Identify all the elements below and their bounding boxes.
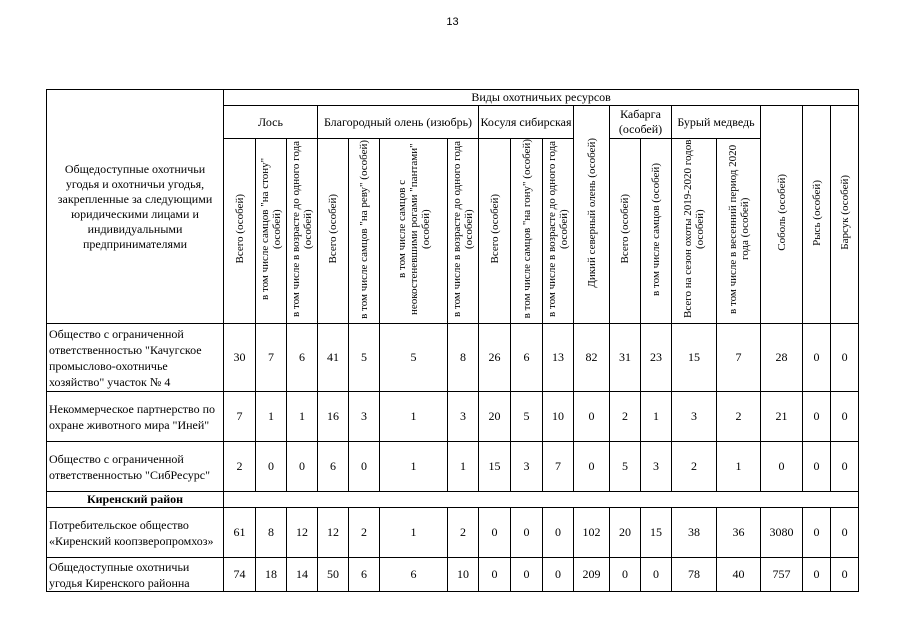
table-row [47, 508, 859, 558]
row-value: 3080 [761, 508, 803, 558]
row-value: 0 [287, 442, 318, 492]
group-elk: Лось [224, 106, 318, 139]
row-value: 13 [543, 324, 574, 392]
col-roe-total: Всего (особей) [479, 139, 511, 324]
group-musk-deer: Кабарга (особей) [610, 106, 672, 139]
row-value: 0 [831, 558, 859, 592]
row-value: 1 [380, 392, 448, 442]
page-number: 13 [446, 16, 459, 28]
group-roe-deer: Косуля сибирская [479, 106, 574, 139]
col-elk-young: в том числе в возрасте до одного года (особей) [287, 139, 318, 324]
row-value: 757 [761, 558, 803, 592]
row-value: 0 [479, 508, 511, 558]
table-row [47, 392, 859, 442]
row-value: 12 [287, 508, 318, 558]
row-value: 0 [479, 558, 511, 592]
col-bear-season: Всего на сезон охоты 2019-2020 годов (особей) [672, 139, 717, 324]
col-elk-males: в том числе самцов "на стону" (особей) [256, 139, 287, 324]
row-value: 0 [543, 508, 574, 558]
row-value: 0 [803, 324, 831, 392]
row-value: 21 [761, 392, 803, 442]
row-value: 0 [256, 442, 287, 492]
row-value: 18 [256, 558, 287, 592]
row-value: 0 [511, 558, 543, 592]
row-value: 102 [574, 508, 610, 558]
row-value: 0 [803, 508, 831, 558]
col-reindeer: Дикий северный олень (особей) [574, 106, 610, 324]
row-value: 74 [224, 558, 256, 592]
row-value: 12 [318, 508, 349, 558]
row-value: 3 [672, 392, 717, 442]
row-value: 1 [448, 442, 479, 492]
row-value: 1 [256, 392, 287, 442]
row-value: 1 [717, 442, 761, 492]
row-value: 1 [380, 508, 448, 558]
row-value: 7 [717, 324, 761, 392]
col-roe-young: в том числе в возрасте до одного года (особей) [543, 139, 574, 324]
resources-title: Виды охотничьих ресурсов [224, 90, 859, 106]
row-value: 0 [831, 508, 859, 558]
hunting-resources-table [46, 89, 859, 592]
row-value: 0 [803, 392, 831, 442]
col-deer-young: в том числе в возрасте до одного года (особей) [448, 139, 479, 324]
row-value: 0 [803, 442, 831, 492]
col-badger: Барсук (особей) [831, 106, 859, 324]
col-musk-total: Всего (особей) [610, 139, 641, 324]
row-value: 78 [672, 558, 717, 592]
row-name: Общедоступные охотничьи угодья Киренского районна [47, 558, 224, 592]
row-value: 2 [610, 392, 641, 442]
table-body-1 [47, 324, 859, 492]
row-value: 40 [717, 558, 761, 592]
row-value: 3 [641, 442, 672, 492]
col-roe-males: в том числе самцов "на гону" (особей) [511, 139, 543, 324]
row-value: 1 [380, 442, 448, 492]
row-value: 0 [574, 392, 610, 442]
row-value: 6 [318, 442, 349, 492]
row-value: 209 [574, 558, 610, 592]
row-value: 50 [318, 558, 349, 592]
col-elk-total: Всего (особей) [224, 139, 256, 324]
col-lynx: Рысь (особей) [803, 106, 831, 324]
row-value: 30 [224, 324, 256, 392]
row-name: Потребительское общество «Киренский коопзверопромхоз» [47, 508, 224, 558]
group-brown-bear: Бурый медведь [672, 106, 761, 139]
row-value: 0 [610, 558, 641, 592]
row-value: 0 [511, 508, 543, 558]
row-value: 0 [831, 442, 859, 492]
row-value: 31 [610, 324, 641, 392]
col-deer-total: Всего (особей) [318, 139, 349, 324]
row-value: 8 [256, 508, 287, 558]
row-value: 3 [448, 392, 479, 442]
row-value: 3 [349, 392, 380, 442]
row-value: 0 [543, 558, 574, 592]
col-bear-spring: в том числе в весенний период 2020 года (особей) [717, 139, 761, 324]
row-value: 38 [672, 508, 717, 558]
district-heading: Киренский район [47, 492, 224, 508]
row-value: 14 [287, 558, 318, 592]
row-value: 7 [256, 324, 287, 392]
row-value: 26 [479, 324, 511, 392]
row-value: 10 [543, 392, 574, 442]
row-name: Общество с ограниченной ответственностью "Качугское промыслово-охотничье хозяйство" участок № 4 [47, 324, 224, 392]
table-row [47, 442, 859, 492]
table-row [47, 558, 859, 592]
row-value: 61 [224, 508, 256, 558]
row-value: 0 [803, 558, 831, 592]
table-row [47, 324, 859, 392]
row-value: 1 [287, 392, 318, 442]
row-value: 41 [318, 324, 349, 392]
row-value: 2 [717, 392, 761, 442]
row-value: 0 [349, 442, 380, 492]
row-value: 2 [672, 442, 717, 492]
row-value: 2 [224, 442, 256, 492]
row-value: 15 [479, 442, 511, 492]
row-value: 6 [511, 324, 543, 392]
row-value: 0 [574, 442, 610, 492]
row-value: 20 [479, 392, 511, 442]
table-body-2 [47, 508, 859, 592]
row-value: 23 [641, 324, 672, 392]
row-value: 1 [641, 392, 672, 442]
group-red-deer: Благородный олень (изюбрь) [318, 106, 479, 139]
row-name: Некоммерческое партнерство по охране животного мира "Иней" [47, 392, 224, 442]
row-name: Общество с ограниченной ответственностью "СибРесурс" [47, 442, 224, 492]
col-musk-males: в том числе самцов (особей) [641, 139, 672, 324]
row-value: 7 [224, 392, 256, 442]
col-deer-males: в том числе самцов "на реву" (особей) [349, 139, 380, 324]
row-value: 6 [287, 324, 318, 392]
corner-header: Общедоступные охотничьи угодья и охотничьи угодья, закрепленные за следующими юридическими лицами и индивидуальными предпринимателями [47, 90, 224, 324]
row-value: 3 [511, 442, 543, 492]
col-deer-antlers: в том числе самцов с неокостеневшими рогами "пантами" (особей) [380, 139, 448, 324]
row-value: 6 [380, 558, 448, 592]
row-value: 2 [349, 508, 380, 558]
row-value: 0 [831, 324, 859, 392]
row-value: 5 [380, 324, 448, 392]
row-value: 20 [610, 508, 641, 558]
row-value: 6 [349, 558, 380, 592]
row-value: 8 [448, 324, 479, 392]
col-sable: Соболь (особей) [761, 106, 803, 324]
row-value: 15 [641, 508, 672, 558]
row-value: 0 [831, 392, 859, 442]
row-value: 82 [574, 324, 610, 392]
row-value: 15 [672, 324, 717, 392]
row-value: 7 [543, 442, 574, 492]
row-value: 0 [761, 442, 803, 492]
row-value: 5 [610, 442, 641, 492]
row-value: 10 [448, 558, 479, 592]
row-value: 5 [349, 324, 380, 392]
row-value: 36 [717, 508, 761, 558]
row-value: 0 [641, 558, 672, 592]
row-value: 28 [761, 324, 803, 392]
row-value: 16 [318, 392, 349, 442]
row-value: 2 [448, 508, 479, 558]
row-value: 5 [511, 392, 543, 442]
